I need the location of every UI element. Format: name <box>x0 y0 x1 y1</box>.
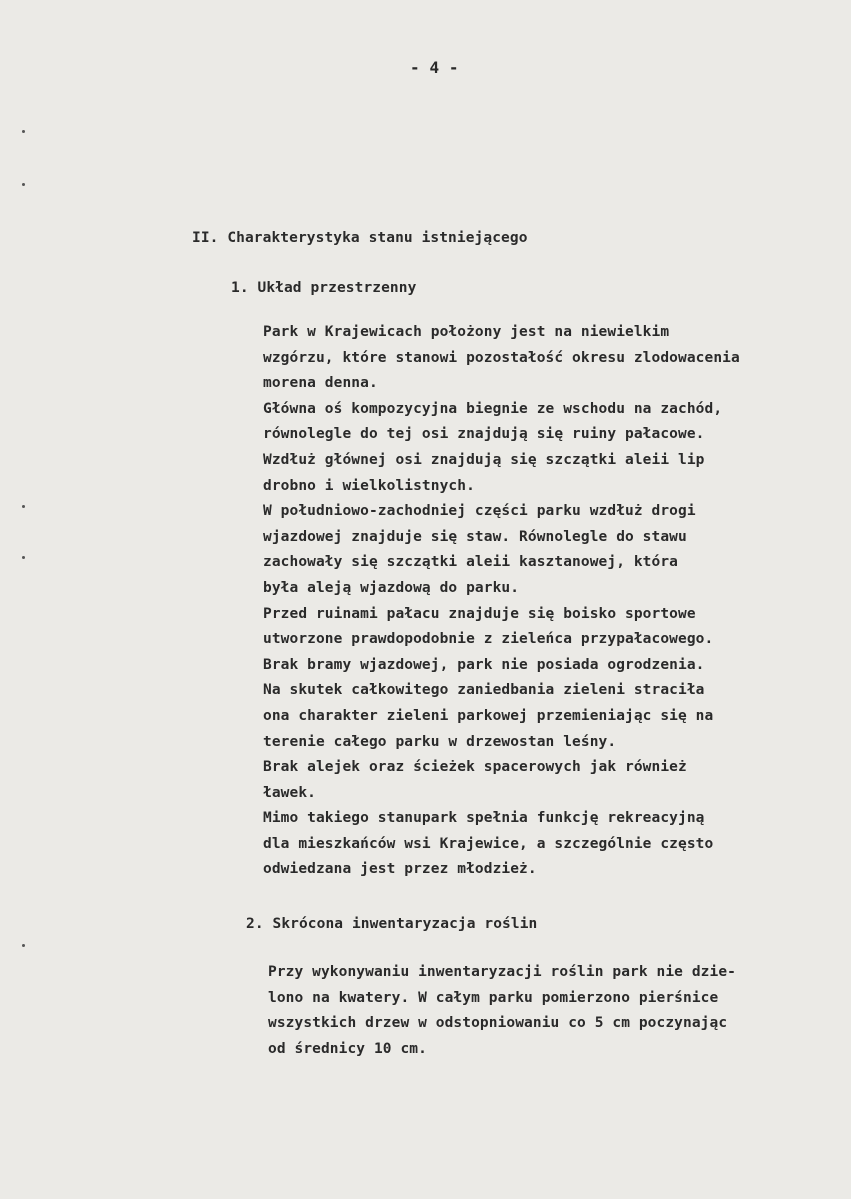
text-line: drobno i wielkolistnych. <box>263 477 475 494</box>
subsection-title: 1. Układ przestrzenny <box>231 280 417 296</box>
text-line: Brak bramy wjazdowej, park nie posiada ogrodzenia. <box>263 656 705 673</box>
text-line: wzgórzu, które stanowi pozostałość okresu zlodowacenia <box>263 349 740 366</box>
punch-mark <box>22 183 25 186</box>
text-line: wszystkich drzew w odstopniowaniu co 5 cm poczynając <box>268 1015 728 1031</box>
text-line: Brak alejek oraz ścieżek spacerowych jak również <box>263 759 687 776</box>
text-line: Przy wykonywaniu inwentaryzacji roślin park nie dzie- <box>268 964 736 980</box>
text-line: równolegle do tej osi znajdują się ruiny pałacowe. <box>263 426 705 443</box>
text-line: Wzdłuż głównej osi znajdują się szczątki aleii lip <box>263 451 705 468</box>
text-line: Mimo takiego stanupark spełnia funkcję rekreacyjną <box>263 810 705 827</box>
text-line: lono na kwatery. W całym parku pomierzono pierśnice <box>268 989 719 1006</box>
text-line: odwiedzana jest przez młodzież. <box>263 861 537 878</box>
punch-mark <box>22 556 25 559</box>
text-line: dla mieszkańców wsi Krajewice, a szczególnie często <box>263 835 714 852</box>
subsection-title: 2. Skrócona inwentaryzacja roślin <box>246 916 538 932</box>
text-line: ławek. <box>263 784 316 801</box>
punch-mark <box>22 944 25 947</box>
text-line: terenie całego parku w drzewostan leśny. <box>263 733 617 750</box>
text-line: Główna oś kompozycyjna biegnie ze wschodu na zachód, <box>263 400 723 417</box>
text-line: Na skutek całkowitego zaniedbania zieleni straciła <box>263 682 705 699</box>
text-line: morena denna. <box>263 375 378 392</box>
text-line: ona charakter zieleni parkowej przemieniając się na <box>263 707 714 724</box>
text-line: Przed ruinami pałacu znajduje się boisko sportowe <box>263 605 696 622</box>
punch-mark <box>22 505 25 508</box>
section-title: II. Charakterystyka stanu istniejącego <box>192 230 528 246</box>
text-line: utworzone prawdopodobnie z zieleńca przypałacowego. <box>263 631 714 648</box>
page-number: - 4 - <box>410 58 459 77</box>
punch-mark <box>22 130 25 133</box>
text-line: zachowały się szczątki aleii kasztanowej, która <box>263 554 678 571</box>
paragraph <box>263 320 740 883</box>
text-line: była aleją wjazdową do parku. <box>263 579 520 596</box>
paragraph <box>268 960 736 1062</box>
text-line: od średnicy 10 cm. <box>268 1040 427 1057</box>
text-line: W południowo-zachodniej części parku wzdłuż drogi <box>263 503 696 520</box>
text-line: wjazdowej znajduje się staw. Równolegle do stawu <box>263 528 687 545</box>
text-line: Park w Krajewicach położony jest na niewielkim <box>263 324 670 340</box>
